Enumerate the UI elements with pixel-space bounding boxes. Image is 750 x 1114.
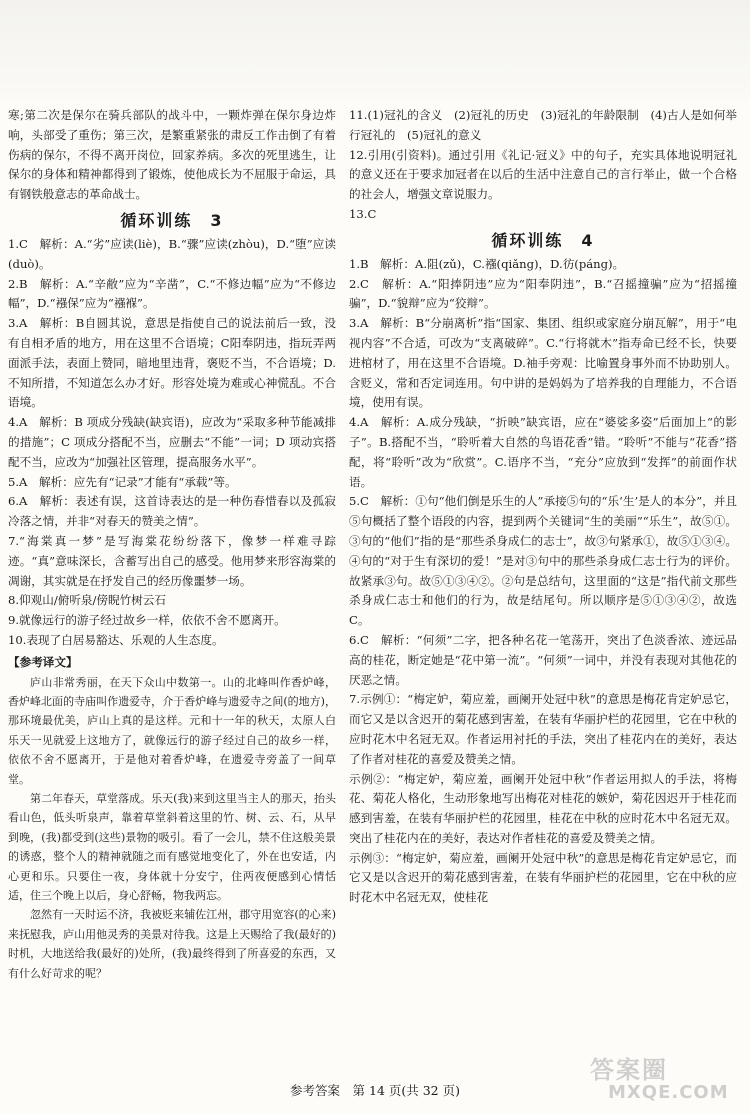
answer-item: 13.C [349, 206, 377, 221]
answer-item: 1.B 解析：A.阻(zǔ)，C.襁(qiǎng)，D.彷(páng)。 [349, 256, 625, 271]
answer-item: 6.A 解析：表述有误，这首诗表达的是一种伤春惜春以及孤寂冷落之情，并非“对春天的赞美之情”。 [8, 494, 336, 529]
answer-item: 12.引用(引资料)。通过引用《礼记·冠义》中的句子，充实具体地说明冠礼的意义还在于要求加冠者在以后的生活中注意自己的言行举止，做一个合格的社会人，增强文章说服力。 [349, 147, 737, 202]
section-title-4: 循环训练 4 [491, 230, 595, 250]
watermark-logo [578, 1046, 744, 1108]
translation-paragraph: 庐山非常秀丽，在天下众山中数第一。山的北峰叫作香炉峰，香炉峰北面的寺庙叫作遗爱寺，介于香炉峰与遗爱寺之间(的地方)，那环境最优美，庐山上真的是这样。元和十一年的秋天，太原人白乐天一见就爱上这地方了，就像远行的游子经过自己的故乡一样，依依不舍不愿离开，于是他对着香炉峰，在遗爱寺旁盖了一间草堂。 [8, 675, 336, 786]
watermark-bottom-text: MXQE.COM [608, 1082, 729, 1103]
left-opening-paragraph: 寒;第二次是保尔在骑兵部队的战斗中，一颗炸弹在保尔身边炸响，头部受了重伤；第三次，是繁重紧张的肃反工作击倒了有着伤病的保尔，不得不离开岗位，回家养病。多次的死里逃生，让保尔的身体和精神都得到了锻炼，使他成长为不屈服于命运，具有钢铁般意志的革命战士。 [8, 108, 336, 202]
answer-item: 2.B 解析：A.“辛敝”应为“辛凿”，C.“不修边幅”应为“不修边幅”，D.“襁保”应为“襁褓”。 [8, 276, 336, 311]
answer-item: 7.“海棠真一梦”是写海棠花纷纷落下，像梦一样难寻踪迹。“真”意味深长，含蓄写出自己的感受。他用梦来形容海棠的凋谢，其实就是在抒发自己的经历像噩梦一场。 [8, 533, 336, 588]
translation-paragraph: 第二年春天，草堂落成。乐天(我)来到这里当主人的那天，抬头看山色，低头听泉声，靠着草堂斜着这里的竹、树、云、石，从早到晚，(我)都受到(这些)景物的吸引。看了一会儿，禁不住这般美景的诱惑，整个人的精神就随之而有感觉地变化了，外在也安适，内心更和乐。只要住一夜，身体就十分安宁，住两夜便感到心情恬适，住三个晚上以后，身心舒畅，物我两忘。 [8, 791, 336, 902]
section-title-3: 循环训练 3 [120, 210, 224, 230]
answer-item: 7.示例①：“梅定妒，菊应羞，画阑开处冠中秋”的意思是梅花肯定妒忌它，而它又是以含迟开的菊花感到害羞，在装有华丽护栏的花园里，它在中秋的应时花木中名冠无双。作者运用衬托的手法，突出了桂花内在的美好，表达了作者对桂花的喜爱及赞美之情。 [349, 692, 737, 766]
page-header-area [0, 0, 750, 100]
reference-translation-title: 【参考译文】 [8, 654, 78, 669]
answer-item: 2.C 解析：A.“阳捧阴违”应为“阳奉阴违”，B.“召摇撞骗”应为“招摇撞骗”，D.“貌辩”应为“狡辩”。 [349, 276, 737, 311]
page-footer: 参考答案 第 14 页(共 32 页) [290, 1083, 460, 1098]
watermark-top-text: 答案圈 [590, 1056, 668, 1084]
answer-item: 5.C 解析：①句“他们倒是乐生的人”承接⑤句的“乐‘生’是人的本分”，并且⑤句概括了整个语段的内容，提到两个关键词“生的美丽”“乐生”，故⑤①。③句的“他们”指的是“那些杀身成仁的志士”，故③句紧承①，故⑤①③④。④句的“对于生有深切的爱！”是对③句中的那些杀身成仁志士行为的评价。故紧承③句。故⑤①③④②。②句是总结句，这里面的“这是”指代前文那些杀身成仁志士和他们的行为，故是结尾句。所以顺序是⑤①③④②，故选 C。 [349, 494, 737, 628]
answer-item: 5.A 解析：应先有“记录”才能有“承载”等。 [8, 474, 237, 489]
left-column [8, 106, 336, 983]
answer-item: 3.A 解析：B“分崩离析”指“国家、集团、组织或家庭分崩瓦解”，用于“电视内容”不合适，可改为“支离破碎”。C.“行将就木”指寿命已经不长，快要进棺材了，用在这里不合语境。D.袖手旁观：比喻置身事外而不协助别人。含贬义，常和否定词连用。句中讲的是妈妈为了培养我的自理能力，不合语境，使用有误。 [349, 316, 737, 410]
answer-item: 4.A 解析：B 项成分残缺(缺宾语)，应改为“采取多种节能减排的措施”；C 项成分搭配不当，应删去“不能”一词；D 项动宾搭配不当，应改为“加强社区管理，提高服务水平”。 [8, 415, 336, 469]
answer-item: 1.C 解析：A.“劣”应读(liè)，B.“骤”应读(zhòu)，D.“堕”应读(duò)。 [8, 236, 336, 271]
answer-item: 3.A 解析：B自圆其说，意思是指使自己的说法前后一致，没有自相矛盾的地方，用在这里不合语境；C阳奉阴违，指玩弄两面派手法，表面上赞同，暗地里违背，褒贬不当，不合语境；D.不知所措，不知道怎么办才好。形容处境为难或心神慌乱。不合语境。 [8, 316, 336, 410]
answer-item: 示例②：“梅定妒，菊应羞，画阑开处冠中秋”作者运用拟人的手法，将梅花、菊花人格化，生动形象地写出梅花对桂花的嫉妒，菊花因迟开于桂花而感到害羞，在装有华丽护栏的花园里，桂花在中秋的应时花木中名冠无双。突出了桂花内在的美好，表达对作者桂花的喜爱及赞美之情。 [349, 771, 737, 845]
answer-item: 10.表现了白居易豁达、乐观的人生态度。 [8, 632, 224, 647]
answer-item: 4.A 解析：A.成分残缺，“折映”缺宾语，应在“婆娑多姿”后面加上“的影子”。B.搭配不当，“聆听着大自然的鸟语花香”错。“聆听”不能与“花香”搭配，将“聆听”改为“欣赏”。C.语序不当，“充分”应放到“发挥”的前面作状语。 [349, 415, 737, 489]
answer-item: 6.C 解析：“何须”二字，把各种名花一笔荡开，突出了色淡香浓、迹远品高的桂花，断定她是“花中第一流”。“何须”一词中，并没有表现对其他花的厌恶之情。 [349, 632, 737, 687]
answer-item: 8.仰观山/俯听泉/傍睨竹树云石 [8, 593, 166, 608]
right-column [349, 106, 737, 908]
answer-item: 示例③：“梅定妒，菊应羞，画阑开处冠中秋”的意思是梅花肯定妒忌它，而它又是以含迟开的菊花感到害羞，在装有华丽护栏的花园里，它在中秋的应时花木中名冠无双，使桂花 [349, 850, 737, 905]
answer-item: 11.(1)冠礼的含义 (2)冠礼的历史 (3)冠礼的年龄限制 (4)古人是如何举行冠礼的 (5)冠礼的意义 [349, 108, 737, 142]
answer-item: 9.就像远行的游子经过故乡一样，依依不舍不愿离开。 [8, 613, 286, 628]
translation-paragraph: 忽然有一天时运不济，我被贬来辅佐江州，郡守用宽容(的心来)来抚慰我，庐山用他灵秀的美景对待我。这是上天赐给了我(最好的)时机，大地送给我(最好的)处所，(我)最终得到了所喜爱的东西，又有什么好苛求的呢？ [8, 908, 336, 980]
